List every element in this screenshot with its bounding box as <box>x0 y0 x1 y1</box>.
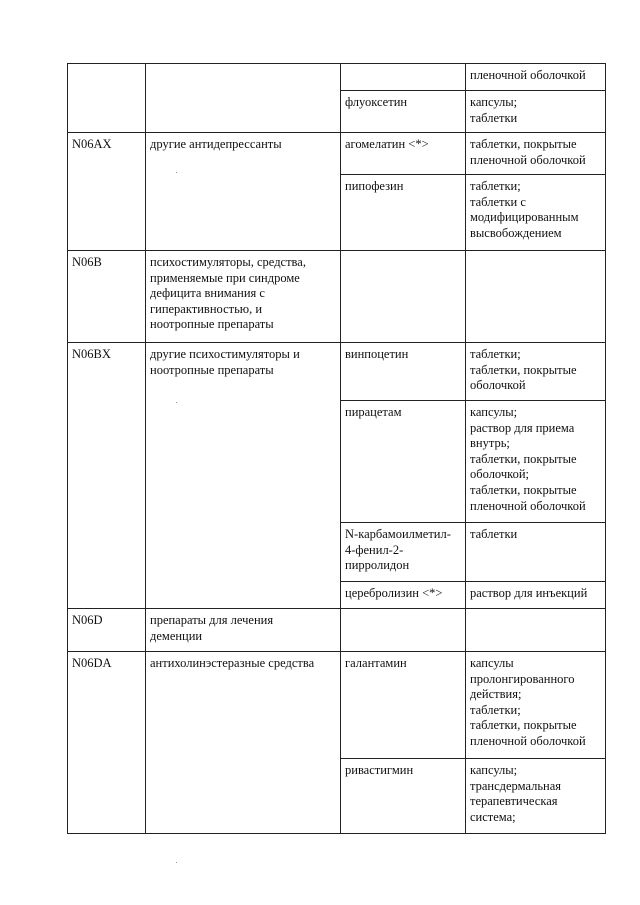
scan-speck <box>176 402 177 403</box>
group-name-cell: другие антидепрессанты <box>146 133 341 251</box>
scan-speck <box>176 172 177 173</box>
table-row <box>68 133 606 175</box>
dosage-form-cell <box>466 609 606 652</box>
group-name-cell: другие психостимуляторы и ноотропные препараты <box>146 343 341 609</box>
group-name-cell: психостимуляторы, средства, применяемые при синдроме дефицита внимания с гиперактивностью, и ноотропные препараты <box>146 251 341 343</box>
dosage-form-cell: капсулы; таблетки <box>466 91 606 133</box>
table-row <box>68 609 606 652</box>
drug-name-cell <box>341 64 466 91</box>
table-row <box>68 251 606 343</box>
dosage-form-cell: таблетки <box>466 523 606 582</box>
drug-name-cell <box>341 609 466 652</box>
dosage-form-cell: капсулы пролонгированного действия; таблетки; таблетки, покрытые пленочной оболочкой <box>466 652 606 759</box>
dosage-form-cell: пленочной оболочкой <box>466 64 606 91</box>
table-row <box>68 652 606 759</box>
drug-name-cell: галантамин <box>341 652 466 759</box>
drug-name-cell: N-карбамоилметил- 4-фенил-2- пирролидон <box>341 523 466 582</box>
dosage-form-cell <box>466 251 606 343</box>
drug-name-cell: церебролизин <*> <box>341 582 466 609</box>
drug-name-cell: пипофезин <box>341 175 466 251</box>
dosage-form-cell: таблетки; таблетки с модифицированным высвобождением <box>466 175 606 251</box>
dosage-form-cell: капсулы; трансдермальная терапевтическая система; <box>466 759 606 834</box>
atc-code-cell: N06D <box>68 609 146 652</box>
group-name-cell: препараты для лечения деменции <box>146 609 341 652</box>
scan-speck <box>176 862 177 863</box>
drug-name-cell: пирацетам <box>341 401 466 523</box>
group-name-cell: антихолинэстеразные средства <box>146 652 341 834</box>
drug-name-cell: ривастигмин <box>341 759 466 834</box>
medication-table <box>67 63 606 834</box>
group-name-cell <box>146 64 341 133</box>
drug-name-cell: флуоксетин <box>341 91 466 133</box>
table-row <box>68 64 606 91</box>
dosage-form-cell: раствор для инъекций <box>466 582 606 609</box>
drug-name-cell: винпоцетин <box>341 343 466 401</box>
drug-name-cell <box>341 251 466 343</box>
atc-code-cell: N06B <box>68 251 146 343</box>
dosage-form-cell: таблетки, покрытые пленочной оболочкой <box>466 133 606 175</box>
atc-code-cell: N06DA <box>68 652 146 834</box>
atc-code-cell <box>68 64 146 133</box>
dosage-form-cell: таблетки; таблетки, покрытые оболочкой <box>466 343 606 401</box>
drug-name-cell: агомелатин <*> <box>341 133 466 175</box>
atc-code-cell: N06AX <box>68 133 146 251</box>
dosage-form-cell: капсулы; раствор для приема внутрь; таблетки, покрытые оболочкой; таблетки, покрытые пленочной оболочкой <box>466 401 606 523</box>
atc-code-cell: N06BX <box>68 343 146 609</box>
table-row <box>68 343 606 401</box>
